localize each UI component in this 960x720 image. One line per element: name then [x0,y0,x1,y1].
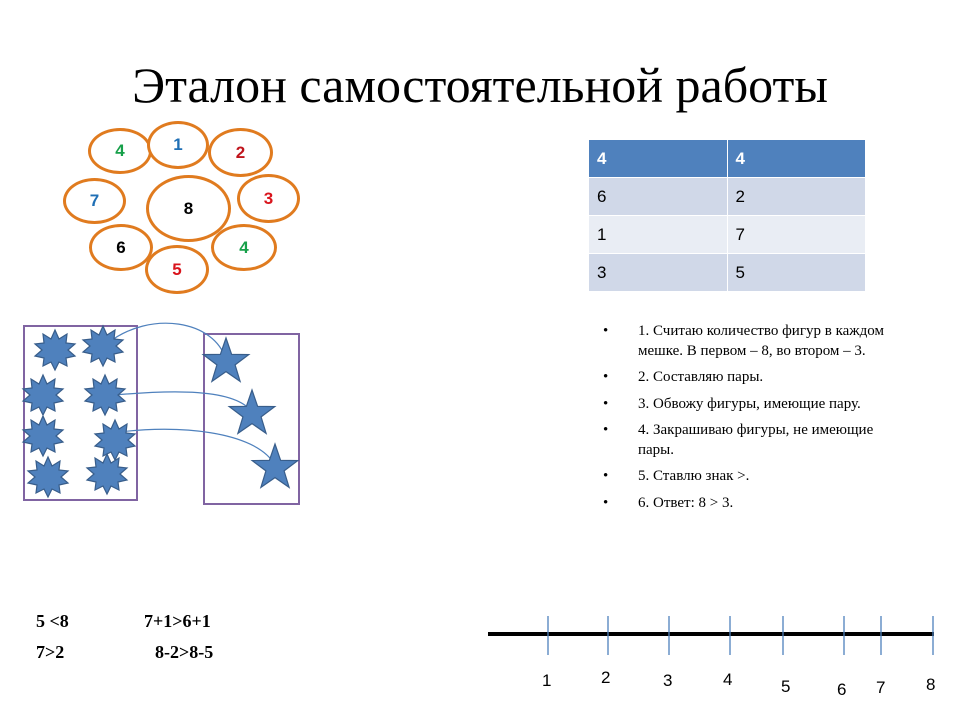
burst-shape [23,416,63,456]
petal-label: 5 [172,259,182,279]
list-item: • 5. Ставлю знак >. [600,467,890,487]
page-title: Эталон самостоятельной работы [132,57,828,113]
petal-label: 4 [115,141,125,160]
number-line-label: 6 [837,680,847,699]
list-item: • 1. Считаю количество фигур в каждом мешке. В первом – 8, во втором – 3. [600,322,890,361]
table-cell: 4 [727,140,866,178]
star-shape [203,338,249,381]
center-label: 8 [183,198,194,218]
petal-label: 3 [263,188,274,208]
list-item: • 6. Ответ: 8 > 3. [600,494,890,514]
table-cell: 5 [727,254,866,292]
burst-shape [35,330,75,370]
list-item: • 2. Составляю пары. [600,368,890,388]
table-cell: 4 [589,140,728,178]
equation: 7>2 [36,642,65,662]
burst-shape [87,454,127,494]
table-cell: 1 [589,216,728,254]
table-cell: 2 [727,178,866,216]
equation: 7+1>6+1 [144,611,211,631]
list-item: • 3. Обвожу фигуры, имеющие пару. [600,395,890,415]
number-line-label: 4 [723,670,733,689]
petal-label: 7 [89,191,100,210]
star-shape [252,444,298,487]
number-line-label: 7 [876,678,886,697]
table-cell: 6 [589,178,728,216]
table-cell: 3 [589,254,728,292]
petal-label: 4 [239,237,249,257]
burst-shape [95,420,135,460]
number-line-label: 8 [926,675,936,694]
burst-shape [28,457,68,497]
petal-label: 2 [235,142,246,162]
number-line-label: 2 [601,668,611,687]
petal-label: 6 [116,237,126,257]
solution-steps [600,322,890,520]
list-item: • 4. Закрашиваю фигуры, не имеющие пары. [600,421,890,460]
number-line-label: 5 [781,677,791,696]
burst-shape [23,375,63,415]
petal-label: 1 [173,135,183,154]
star-shape [229,390,275,433]
equation: 5 <8 [36,611,69,631]
pair-arc [120,429,275,465]
number-line-label: 3 [663,671,673,690]
burst-shape [83,326,123,366]
equation: 8-2>8-5 [155,642,214,662]
number-line-label: 1 [542,671,552,690]
table-cell: 7 [727,216,866,254]
